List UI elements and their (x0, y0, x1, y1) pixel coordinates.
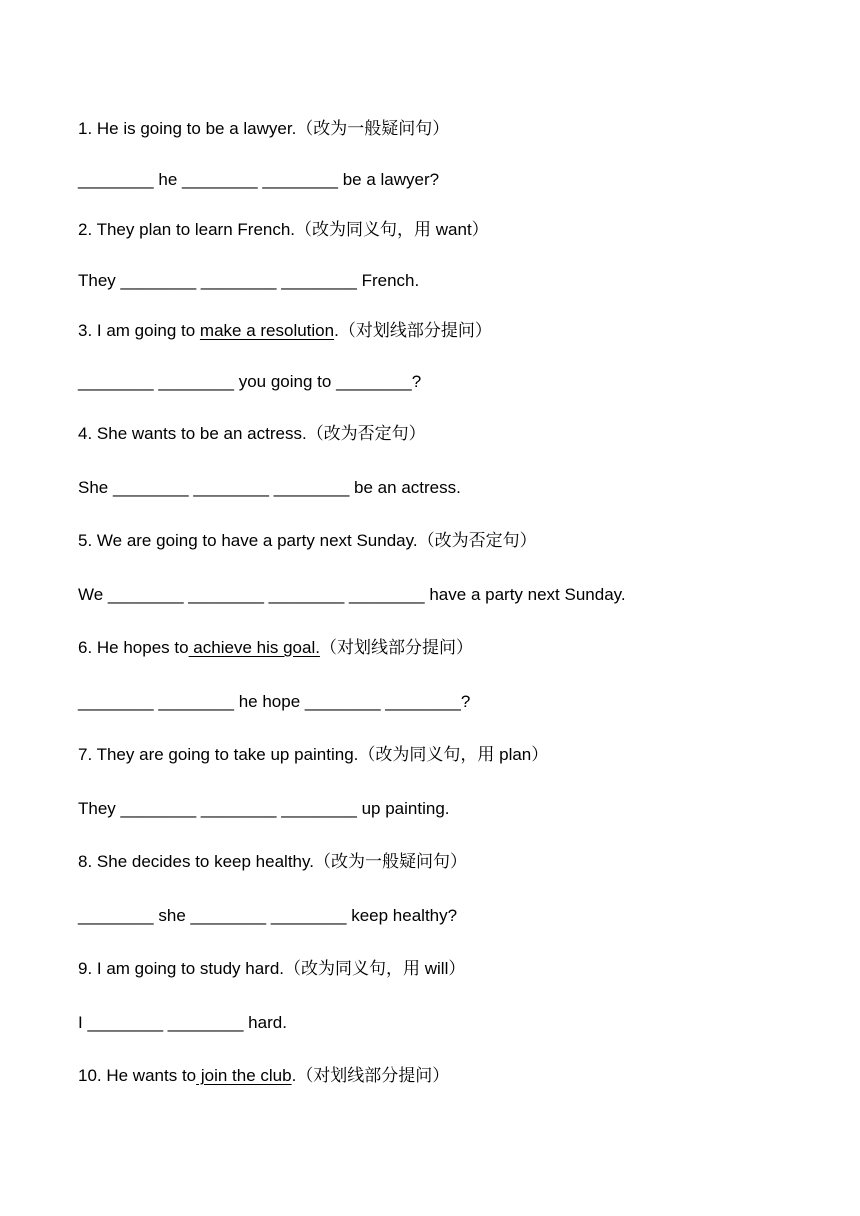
question-10 (78, 1065, 449, 1087)
question-8-instruction: （改为一般疑问句） (313, 852, 467, 871)
answer-line-4: She ________ ________ ________ be an actress. (78, 478, 461, 497)
question-10-text: 10. He wants to (78, 1066, 197, 1085)
answer-line-7: They ________ ________ ________ up painting. (78, 799, 450, 818)
question-7-text: 7. They are going to take up painting. (78, 745, 359, 764)
answer-line-3: ________ ________ you going to ________? (78, 372, 422, 391)
question-9 (78, 958, 465, 980)
question-5-instruction: （改为否定句） (417, 531, 537, 550)
question-6 (78, 637, 473, 659)
question-6-instruction: （对划线部分提问） (319, 638, 473, 657)
answer-line-1: ________ he ________ ________ be a lawyer? (78, 170, 440, 189)
question-4-instruction: （改为否定句） (306, 424, 426, 443)
question-10-instruction: （对划线部分提问） (296, 1066, 450, 1085)
question-1-text: 1. He is going to be a lawyer. (78, 119, 297, 138)
question-10-underlined: join the club (196, 1066, 292, 1085)
question-7-instruction: （改为同义句，用 plan） (358, 745, 549, 764)
question-4 (78, 423, 426, 445)
question-10-post: . (291, 1066, 297, 1085)
question-2 (78, 219, 489, 241)
answer-line-2: They ________ ________ ________ French. (78, 271, 420, 290)
question-6-text: 6. He hopes to (78, 638, 189, 657)
question-1-instruction: （改为一般疑问句） (296, 119, 450, 138)
question-9-instruction: （改为同义句，用 will） (284, 959, 466, 978)
question-5 (78, 530, 537, 552)
question-2-text: 2. They plan to learn French. (78, 220, 296, 239)
question-3-instruction: （对划线部分提问） (338, 321, 492, 340)
answer-line-8: ________ she ________ ________ keep healthy? (78, 906, 458, 925)
question-6-underlined: achieve his goal. (188, 638, 320, 657)
question-3-text: 3. I am going to (78, 321, 200, 340)
answer-line-6: ________ ________ he hope ________ ________? (78, 692, 471, 711)
question-3-underlined: make a resolution (199, 321, 335, 340)
question-7 (78, 744, 548, 766)
question-3-post: . (334, 321, 339, 340)
answer-line-5: We ________ ________ ________ ________ have a party next Sunday. (78, 585, 626, 604)
question-1 (78, 118, 449, 140)
question-2-instruction: （改为同义句，用 want） (295, 220, 489, 239)
question-9-text: 9. I am going to study hard. (78, 959, 285, 978)
question-5-text: 5. We are going to have a party next Sunday. (78, 531, 418, 550)
question-8 (78, 851, 467, 873)
question-3 (78, 320, 492, 342)
question-4-text: 4. She wants to be an actress. (78, 424, 307, 443)
answer-line-9: I ________ ________ hard. (78, 1013, 287, 1032)
question-8-text: 8. She decides to keep healthy. (78, 852, 314, 871)
